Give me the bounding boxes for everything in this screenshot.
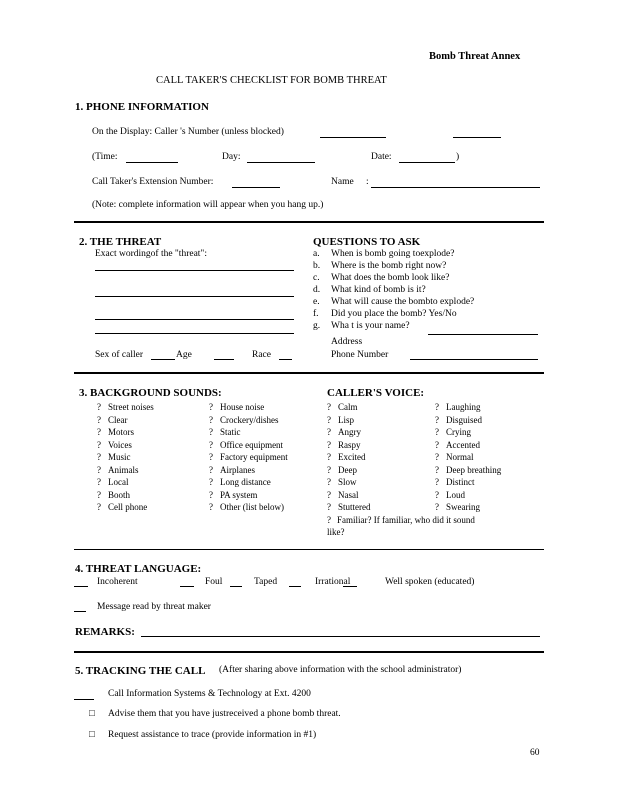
background-sound-label: Clear (108, 414, 128, 425)
section-3-heading: 3. BACKGROUND SOUNDS: (79, 387, 222, 399)
question-text: What will cause the bombto explode? (331, 297, 475, 307)
request-checkbox[interactable]: □ (89, 730, 95, 740)
phone-field[interactable] (410, 359, 538, 360)
name-colon: : (366, 177, 369, 187)
question-text: What kind of bomb is it? (331, 285, 426, 295)
question-text: When is bomb going toexplode? (331, 249, 455, 259)
age-field[interactable] (214, 359, 234, 360)
taped-field[interactable] (230, 586, 242, 587)
caller-voice-label: Accented (446, 439, 480, 450)
questions-heading: QUESTIONS TO ASK (313, 236, 421, 248)
caller-voice-check[interactable]: ? (327, 464, 331, 475)
background-sound-check[interactable]: ? (209, 477, 213, 487)
threat-line-4[interactable] (95, 333, 294, 334)
background-sound-check[interactable]: ? (209, 414, 213, 425)
remarks-label: REMARKS: (75, 626, 135, 638)
caller-number-extra-field[interactable] (453, 137, 501, 138)
caller-voice-label: Calm (338, 402, 358, 412)
caller-voice-label: Swearing (446, 502, 480, 512)
question-text: Where is the bomb right now? (331, 261, 447, 271)
call-info-field[interactable] (74, 699, 94, 700)
age-label: Age (176, 350, 192, 360)
caller-voice-check[interactable]: ? (327, 427, 331, 437)
foul-label: Foul (205, 577, 223, 587)
annex-label: Bomb Threat Annex (429, 51, 521, 62)
caller-voice-check[interactable]: ? (435, 452, 439, 462)
familiar-like-label: like? (327, 527, 345, 537)
section-4-heading: 4. THREAT LANGUAGE: (75, 563, 202, 575)
request-label: Request assistance to trace (provide information in #1) (108, 730, 317, 740)
threat-line-2[interactable] (95, 296, 294, 297)
name-field[interactable] (371, 187, 540, 188)
call-info-label: Call Information Systems & Technology at Ext. 4200 (108, 689, 311, 699)
section-2-heading: 2. THE THREAT (79, 236, 162, 248)
incoherent-label: Incoherent (97, 577, 138, 587)
caller-voice-label: Crying (446, 427, 472, 437)
page-number: 60 (530, 748, 540, 758)
background-sound-check[interactable]: ? (97, 452, 101, 462)
question-letter: e. (313, 297, 320, 307)
question-text: Wha t is your name? (331, 321, 410, 331)
caller-voice-check[interactable]: ? (435, 414, 439, 425)
background-sound-check[interactable]: ? (97, 439, 101, 450)
background-sound-label: Animals (108, 464, 139, 475)
background-sound-label: Motors (108, 427, 135, 437)
background-sound-check[interactable]: ? (209, 402, 213, 412)
caller-voice-label: Raspy (338, 439, 361, 450)
message-field[interactable] (74, 611, 86, 612)
caller-voice-check[interactable]: ? (435, 427, 439, 437)
day-label: Day: (222, 152, 241, 162)
sex-label: Sex of caller (95, 350, 144, 360)
background-sound-label: Long distance (220, 477, 271, 487)
advise-checkbox[interactable]: □ (89, 709, 95, 719)
background-sound-check[interactable]: ? (97, 402, 101, 412)
divider-2 (74, 372, 544, 374)
background-sound-check[interactable]: ? (209, 427, 213, 437)
caller-voice-check[interactable]: ? (327, 414, 331, 425)
sex-field[interactable] (151, 359, 175, 360)
background-sound-check[interactable]: ? (97, 477, 101, 487)
background-sound-label: Music (108, 452, 131, 462)
caller-voice-label: Slow (338, 477, 357, 487)
incoherent-field[interactable] (74, 586, 88, 587)
caller-voice-check[interactable]: ? (327, 439, 331, 450)
caller-voice-check[interactable]: ? (327, 489, 331, 500)
question-letter: f. (313, 309, 319, 319)
caller-voice-label: Deep breathing (446, 464, 502, 475)
message-label: Message read by threat maker (97, 602, 211, 612)
background-sound-label: Cell phone (108, 502, 148, 512)
background-sound-label: Static (220, 427, 241, 437)
exact-wording-label: Exact wordingof the "threat": (95, 249, 207, 259)
remarks-field[interactable] (141, 636, 540, 637)
background-sound-check[interactable]: ? (209, 502, 213, 512)
irrational-field[interactable] (289, 586, 301, 587)
background-sound-check[interactable]: ? (97, 489, 101, 500)
background-sound-check[interactable]: ? (209, 489, 213, 500)
question-letter: b. (313, 261, 321, 271)
threat-line-1[interactable] (95, 270, 294, 271)
caller-voice-label: Loud (446, 489, 465, 500)
extension-label: Call Taker's Extension Number: (92, 177, 214, 187)
background-sound-label: Factory equipment (220, 452, 288, 462)
caller-name-field[interactable] (428, 334, 538, 335)
caller-voice-label: Deep (338, 464, 357, 475)
background-sound-check[interactable]: ? (209, 439, 213, 450)
section-5-heading: 5. TRACKING THE CALL (75, 665, 206, 677)
question-letter: a. (313, 249, 320, 259)
background-sound-label: Crockery/dishes (220, 414, 279, 425)
address-label: Address (331, 337, 363, 347)
background-sound-check[interactable]: ? (97, 414, 101, 425)
caller-voice-label: Nasal (338, 489, 359, 500)
foul-field[interactable] (180, 586, 194, 587)
name-label: Name (331, 177, 354, 187)
divider-3 (74, 549, 544, 550)
caller-voice-label: Laughing (446, 402, 481, 412)
caller-voice-check[interactable]: ? (327, 452, 331, 462)
familiar-check[interactable]: ? (327, 515, 331, 525)
caller-number-field[interactable] (320, 137, 386, 138)
date-field[interactable] (399, 162, 455, 163)
background-sound-check[interactable]: ? (209, 452, 213, 462)
caller-voice-check[interactable]: ? (327, 402, 331, 412)
divider-4 (74, 651, 544, 653)
question-text: Did you place the bomb? Yes/No (331, 309, 457, 319)
well-spoken-field[interactable] (343, 586, 357, 587)
race-field[interactable] (279, 359, 292, 360)
callers-voice-heading: CALLER'S VOICE: (327, 387, 425, 399)
familiar-label: Familiar? If familiar, who did it sound (337, 515, 475, 525)
caller-voice-check[interactable]: ? (435, 464, 439, 475)
advise-label: Advise them that you have justreceived a phone bomb threat. (108, 709, 341, 719)
section-1-heading: 1. PHONE INFORMATION (75, 101, 209, 113)
date-label: Date: (371, 152, 392, 162)
caller-voice-label: Stuttered (338, 502, 371, 512)
background-sound-label: Voices (108, 439, 132, 450)
background-sound-label: Street noises (108, 402, 154, 412)
date-close: ) (456, 152, 460, 162)
caller-voice-check[interactable]: ? (435, 439, 439, 450)
day-field[interactable] (247, 162, 315, 163)
question-text: What does the bomb look like? (331, 273, 450, 283)
caller-voice-label: Lisp (338, 414, 355, 425)
caller-voice-label: Excited (338, 452, 366, 462)
background-sound-label: Office equipment (220, 439, 284, 450)
caller-voice-check[interactable]: ? (435, 502, 439, 512)
caller-voice-check[interactable]: ? (327, 477, 331, 487)
background-sound-label: House noise (220, 402, 265, 412)
background-sound-label: PA system (220, 489, 258, 500)
caller-voice-label: Normal (446, 452, 474, 462)
caller-voice-label: Disguised (446, 414, 482, 425)
caller-voice-check[interactable]: ? (327, 502, 331, 512)
caller-voice-check[interactable]: ? (435, 402, 439, 412)
background-sound-check[interactable]: ? (209, 464, 213, 475)
question-letter: g. (313, 321, 321, 331)
caller-voice-label: Angry (338, 427, 361, 437)
background-sound-check[interactable]: ? (97, 464, 101, 475)
race-label: Race (252, 350, 271, 360)
display-label: On the Display: Caller 's Number (unless blocked) (92, 127, 284, 137)
page-title: CALL TAKER'S CHECKLIST FOR BOMB THREAT (156, 75, 387, 86)
background-sound-label: Other (list below) (220, 502, 284, 512)
background-sound-label: Booth (108, 489, 131, 500)
caller-voice-check[interactable]: ? (435, 489, 439, 500)
question-letter: d. (313, 285, 321, 295)
caller-voice-label: Distinct (446, 477, 475, 487)
irrational-label: Irrational (315, 577, 351, 587)
question-letter: c. (313, 273, 320, 283)
phone-label: Phone Number (331, 350, 389, 360)
background-sound-check[interactable]: ? (97, 502, 101, 512)
background-sound-check[interactable]: ? (97, 427, 101, 437)
extension-field[interactable] (232, 187, 280, 188)
well-spoken-label: Well spoken (educated) (385, 577, 475, 587)
section-5-note: (After sharing above information with the school administrator) (219, 665, 462, 675)
note-text: (Note: complete information will appear when you hang up.) (92, 200, 324, 210)
background-sound-label: Local (108, 477, 129, 487)
taped-label: Taped (254, 577, 278, 587)
caller-voice-check[interactable]: ? (435, 477, 439, 487)
divider-1 (74, 221, 544, 223)
threat-line-3[interactable] (95, 319, 294, 320)
time-label: (Time: (92, 152, 118, 162)
background-sound-label: Airplanes (220, 464, 255, 475)
time-field[interactable] (126, 162, 178, 163)
